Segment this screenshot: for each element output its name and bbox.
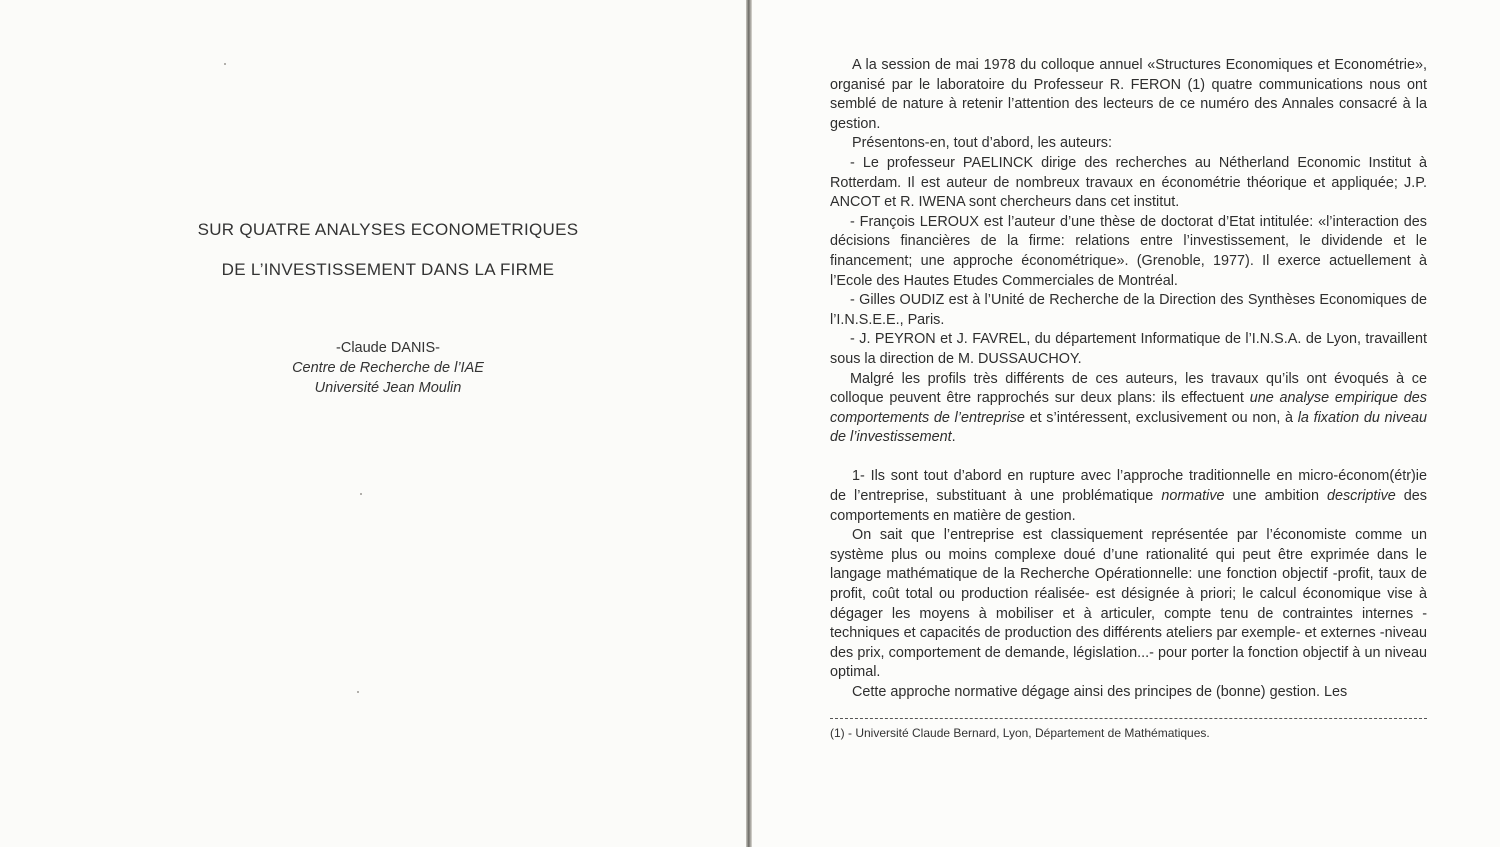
paragraph <box>830 56 1427 134</box>
paragraph <box>830 526 1427 683</box>
text-run: Malgré les profils très différents de ces auteurs, les travaux qu’ils ont évoqués à ce colloque peuvent être rapprochés sur deux plans: ils effectuent <box>830 370 1427 407</box>
body-text <box>830 56 1427 703</box>
article-title-line-1: SUR QUATRE ANALYSES ECONOMETRIQUES <box>197 220 579 239</box>
paragraph <box>830 134 1427 154</box>
paper-speck <box>360 493 362 495</box>
paragraph <box>830 683 1427 703</box>
paragraph <box>830 467 1427 526</box>
italic-text: une analyse empirique des comportements de l’entreprise <box>830 390 1428 426</box>
paper-speck <box>224 63 226 65</box>
author-affiliation-1: Centre de Recherche de l’IAE <box>292 360 484 376</box>
footnote-rule <box>830 718 1427 719</box>
right-page <box>752 0 1500 847</box>
italic-text: normative <box>1161 488 1225 505</box>
text-run: A la session de mai 1978 du colloque annuel «Structures Economiques et Econométrie», organisé par le laboratoire du Professeur R. FERON (1) quatre communications nous ont semblé de nature à retenir l’attention des lecteurs de ce numéro des Annales consacré à la gestion. <box>830 57 1427 132</box>
paragraph <box>830 291 1427 330</box>
paragraph <box>830 330 1427 369</box>
left-page <box>0 0 746 847</box>
italic-text: descriptive <box>1326 488 1396 505</box>
paragraph-gap <box>830 448 1427 468</box>
text-run: . <box>951 429 956 446</box>
footnote: (1) - Université Claude Bernard, Lyon, Département de Mathématiques. <box>830 726 1210 740</box>
text-run: Présentons-en, tout d’abord, les auteurs: <box>852 135 1112 152</box>
text-run: - François LEROUX est l’auteur d’une thèse de doctorat d’Etat intitulée: «l’interaction des décisions financières de la firme: relations entre l’investissement, le dividende et le financement; une approche économétrique». (Grenoble, 1977). Il exerce actuellement à l’Ecole des Hautes Etudes Commerciales de Montréal. <box>830 213 1427 289</box>
italic-text: la fixation du niveau de l’investissement <box>830 409 1427 446</box>
paragraph <box>830 154 1427 213</box>
text-run: 1- Ils sont tout d’abord en rupture avec l’approche traditionnelle en micro-économ(étr)ie de l’entreprise, substituant à une problématique <box>830 468 1427 505</box>
author-block <box>0 338 746 398</box>
paragraph <box>830 213 1427 291</box>
text-run: et s’intéressent, exclusivement ou non, à <box>1024 409 1298 426</box>
text-run: On sait que l’entreprise est classiquement représentée par l’économiste comme un système plus ou moins complexe doué d’une rationalité qui peut être exprimée dans le langage mathématique de la Recherche Opérationnelle: une fonction objectif -profit, taux de profit, coût total ou production réalisée- est désignée à priori; le calcul économique vise à dégager les moyens à mobiliser et à articuler, compte tenu de contraintes internes -techniques et capacités de production des différents ateliers par exemple- et externes -niveau des prix, comportement de demande, législation...- pour porter la fonction objectif à un niveau optimal. <box>830 527 1427 681</box>
article-title-line-2: DE L’INVESTISSEMENT DANS LA FIRME <box>221 260 555 279</box>
text-run: - Le professeur PAELINCK dirige des recherches au Nétherland Economic Institut à Rotterdam. Il est auteur de nombreux travaux en économétrie théorique et appliquée; J.P. ANCOT et R. IWENA sont chercheurs dans cet institut. <box>830 154 1427 211</box>
text-run: - J. PEYRON et J. FAVREL, du département Informatique de l’I.N.S.A. de Lyon, travaillent sous la direction de M. DUSSAUCHOY. <box>830 331 1427 367</box>
author-affiliation-2: Université Jean Moulin <box>314 380 462 396</box>
paragraph <box>830 370 1427 448</box>
text-run: Cette approche normative dégage ainsi des principes de (bonne) gestion. Les <box>852 684 1348 700</box>
text-run: une ambition <box>1224 488 1327 505</box>
text-run: des comportements en matière de gestion. <box>830 488 1428 524</box>
text-run: - Gilles OUDIZ est à l’Unité de Recherche de la Direction des Synthèses Economiques de l’I.N.S.E.E., Paris. <box>830 292 1427 328</box>
author-name: -Claude DANIS- <box>336 340 440 356</box>
paper-speck <box>357 691 359 693</box>
